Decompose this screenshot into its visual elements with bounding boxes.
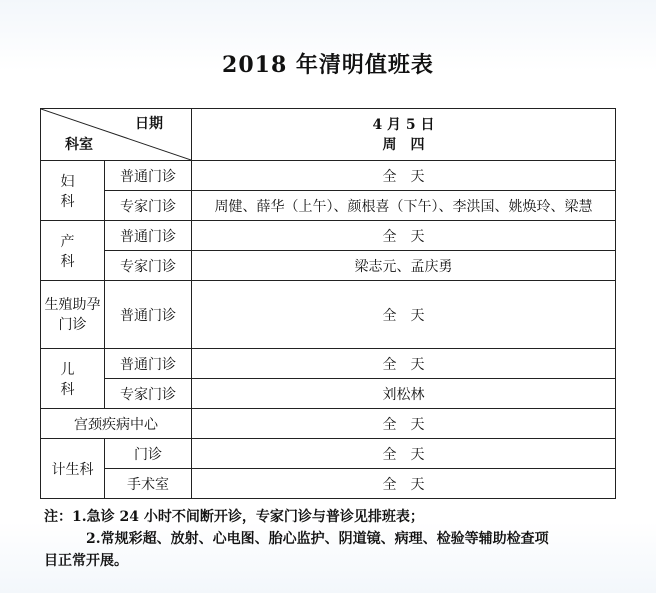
note-line-3: 目正常开展。 xyxy=(44,553,128,569)
date-column-label: 日期 xyxy=(135,116,163,132)
clinic-type: 门诊 xyxy=(105,439,192,469)
dept-reproductive: 生殖助孕门诊 xyxy=(41,281,105,349)
header-date: 4 月 5 日 xyxy=(372,116,435,133)
diagonal-header-cell xyxy=(41,109,192,161)
table-row xyxy=(41,281,616,349)
page-title: 2018 年清明值班表 xyxy=(222,52,434,78)
duty-value: 梁志元、孟庆勇 xyxy=(192,251,616,281)
table-header-row xyxy=(41,109,616,161)
duty-value: 全 天 xyxy=(192,221,616,251)
dept-pediatrics: 儿 科 xyxy=(41,349,105,409)
dept-gynecology: 妇 科 xyxy=(41,161,105,221)
note-line-2: 2.常规彩超、放射、心电图、胎心监护、阴道镜、病理、检验等辅助检查项 xyxy=(86,531,549,547)
table-row xyxy=(41,469,616,499)
duty-value: 全 天 xyxy=(192,349,616,379)
duty-value: 全 天 xyxy=(192,469,616,499)
note-line-1: 注：1.急诊 24 小时不间断开诊，专家门诊与普诊见排班表； xyxy=(44,509,424,525)
duty-value: 全 天 xyxy=(192,281,616,349)
clinic-type: 普通门诊 xyxy=(105,349,192,379)
table-row xyxy=(41,439,616,469)
dept-family-planning: 计生科 xyxy=(41,439,105,499)
diagonal-line xyxy=(41,109,191,160)
duty-value: 全 天 xyxy=(192,161,616,191)
duty-value: 周健、薛华（上午）、颜根喜（下午）、李洪国、姚焕玲、梁慧 xyxy=(192,191,616,221)
clinic-type: 专家门诊 xyxy=(105,251,192,281)
department-column-label: 科室 xyxy=(65,137,93,153)
table-row xyxy=(41,379,616,409)
clinic-type: 普通门诊 xyxy=(105,281,192,349)
duty-value: 全 天 xyxy=(192,439,616,469)
dept-cervical-center: 宫颈疾病中心 xyxy=(41,409,192,439)
table-row xyxy=(41,409,616,439)
clinic-type: 专家门诊 xyxy=(105,379,192,409)
duty-value: 刘松林 xyxy=(192,379,616,409)
duty-roster-table xyxy=(40,108,616,499)
clinic-type: 专家门诊 xyxy=(105,191,192,221)
table-row xyxy=(41,349,616,379)
notes xyxy=(44,506,624,572)
clinic-type: 手术室 xyxy=(105,469,192,499)
header-weekday: 周 四 xyxy=(382,136,425,153)
duty-value: 全 天 xyxy=(192,409,616,439)
clinic-type: 普通门诊 xyxy=(105,221,192,251)
table-row xyxy=(41,221,616,251)
date-header-cell xyxy=(192,109,616,161)
table-row xyxy=(41,251,616,281)
table-row xyxy=(41,191,616,221)
dept-obstetrics: 产 科 xyxy=(41,221,105,281)
table-row xyxy=(41,161,616,191)
clinic-type: 普通门诊 xyxy=(105,161,192,191)
